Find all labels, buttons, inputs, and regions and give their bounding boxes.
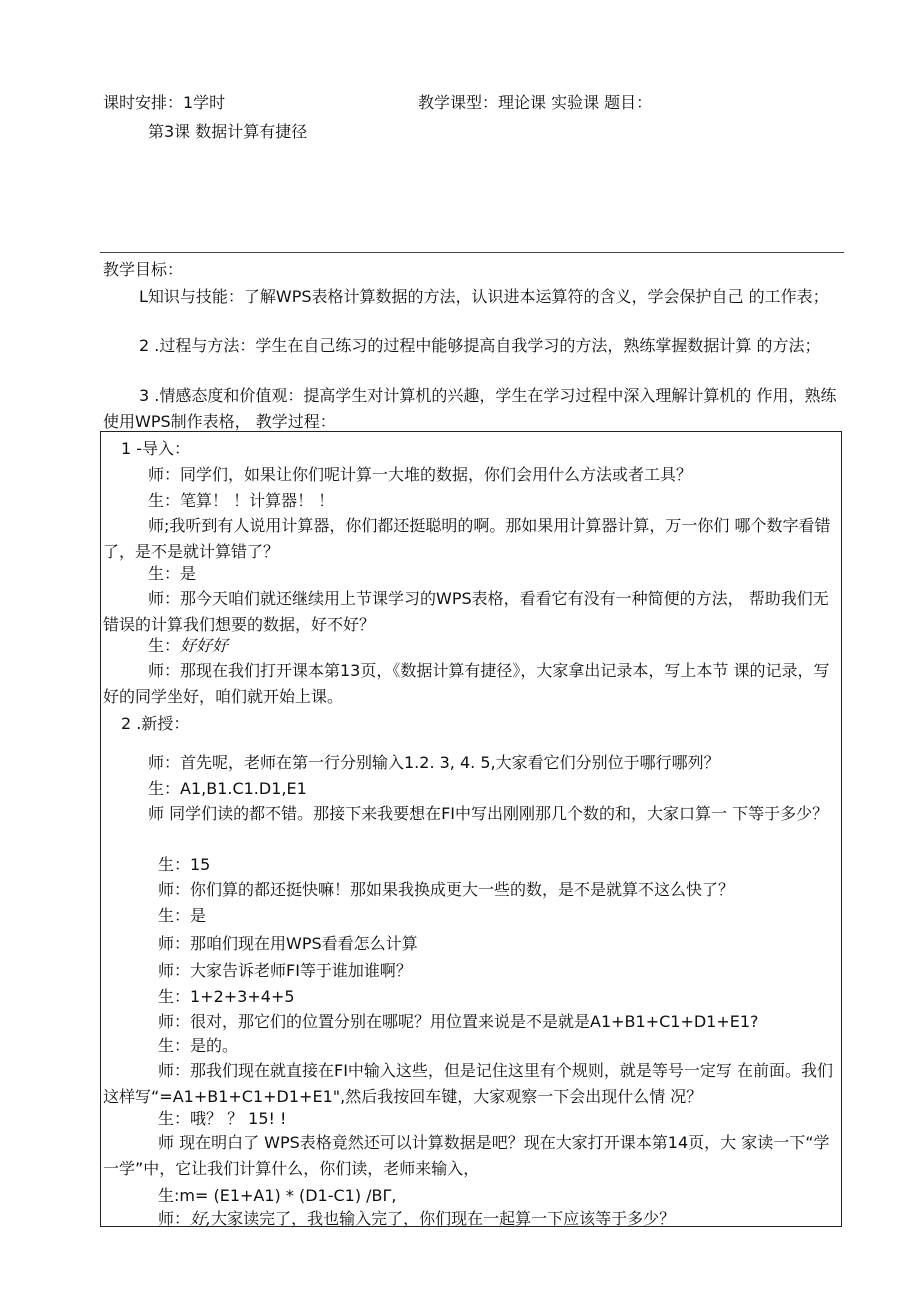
speaker-label: 师： [158, 1209, 191, 1228]
dialogue-line: 师：首先呢，老师在第一行分别输入1.2. 3, 4. 5,大家看它们分别位于哪行哪列？ [148, 753, 720, 772]
schedule-text: 课时安排：1学时 [103, 93, 226, 112]
dialogue-line: 生：A1,B1.C1.D1,E1 [148, 779, 307, 798]
section-intro-title: 1 -导入： [121, 439, 191, 458]
dialogue-text: 大家读完了，我也输入完了，你们现在一起算一下应该等于多少？ [211, 1209, 676, 1228]
dialogue-line: 师：大家告诉老师FI等于谁加谁啊？ [158, 961, 412, 980]
objective-process: 2 .过程与方法：学生在自己练习的过程中能够提高自我学习的方法，熟练掌握数据计算 的方法； [139, 336, 821, 355]
formula-line: 生:m= (E1+A1) * (D1-C1) /BΓ, [158, 1186, 397, 1205]
section-new-title: 2 .新授： [121, 714, 190, 733]
italic-reply: 好好好 [180, 636, 229, 655]
dialogue-line: 生：15 [158, 855, 211, 874]
objective-knowledge: L知识与技能：了解WPS表格计算数据的方法，认识进本运算符的含义，学会保护自己 的工作表； [139, 287, 829, 306]
dialogue-line: 师：很对，那它们的位置分别在哪呢？用位置来说是不是就是A1+B1+C1+D1+E1? [158, 1012, 759, 1031]
dialogue-line: 生：笔算！ ！计算器！ ！ [148, 491, 335, 510]
objective-attitude: 3 .情感态度和价值观：提高学生对计算机的兴趣，学生在学习过程中深入理解计算机的 作用，熟练使用WPS制作表格， 教学过程： [103, 386, 837, 431]
dialogue-line: 生：是 [158, 906, 207, 925]
dialogue-line: 生：1+2+3+4+5 [158, 987, 295, 1006]
dialogue-line: 生：哦？ ？ 15! ! [158, 1109, 287, 1128]
course-type-text: 教学课型：理论课 实验课 题目： [418, 93, 653, 112]
dialogue-line: 师 同学们读的都不错。那接下来我要想在FI中写出刚刚那几个数的和，大家口算一 下等于多少？ [148, 804, 829, 823]
italic-word: 好, [190, 1209, 212, 1228]
dialogue-line: 师：同学们，如果让你们呢计算一大堆的数据，你们会用什么方法或者工具？ [148, 465, 693, 484]
dialogue-line: 师：那我们现在就直接在FI中输入这些，但是记住这里有个规则，就是等号一定写 在前面。我们这样写“=A1+B1+C1+D1+E1",然后我按回车键，大家观察一下会出现什么情 况？ [103, 1061, 834, 1106]
dialogue-line: 师;我听到有人说用计算器，你们都还挺聪明的啊。那如果用计算器计算，万一你们 哪个数字看错了，是不是就计算错了？ [103, 516, 831, 561]
dialogue-line: 生：是 [148, 564, 197, 583]
dialogue-line: 生：是的。 [158, 1036, 239, 1055]
lesson-title: 第3课 数据计算有捷径 [148, 122, 308, 141]
section-divider [100, 252, 844, 253]
dialogue-line: 师：你们算的都还挺快嘛！那如果我换成更大一些的数，是不是就算不这么快了？ [158, 880, 735, 899]
dialogue-line: 师 现在明白了 WPS表格竟然还可以计算数据是吧？现在大家打开课本第14页，大 家读一下“学一学”中，它让我们计算什么，你们读，老师来输入， [103, 1133, 830, 1178]
objectives-heading: 教学目标： [103, 260, 184, 279]
dialogue-line [158, 1208, 675, 1230]
speaker-label: 生： [148, 636, 181, 655]
dialogue-line [148, 635, 228, 657]
dialogue-line: 师：那咱们现在用WPS看看怎么计算 [158, 934, 418, 953]
dialogue-line: 师：那今天咱们就还继续用上节课学习的WPS表格，看看它有没有一种简便的方法， 帮助我们无错误的计算我们想要的数据，好不好？ [103, 589, 829, 634]
dialogue-line: 师：那现在我们打开课本第13页，《数据计算有捷径》，大家拿出记录本，写上本节 课的记录，写好的同学坐好，咱们就开始上课。 [103, 661, 830, 706]
